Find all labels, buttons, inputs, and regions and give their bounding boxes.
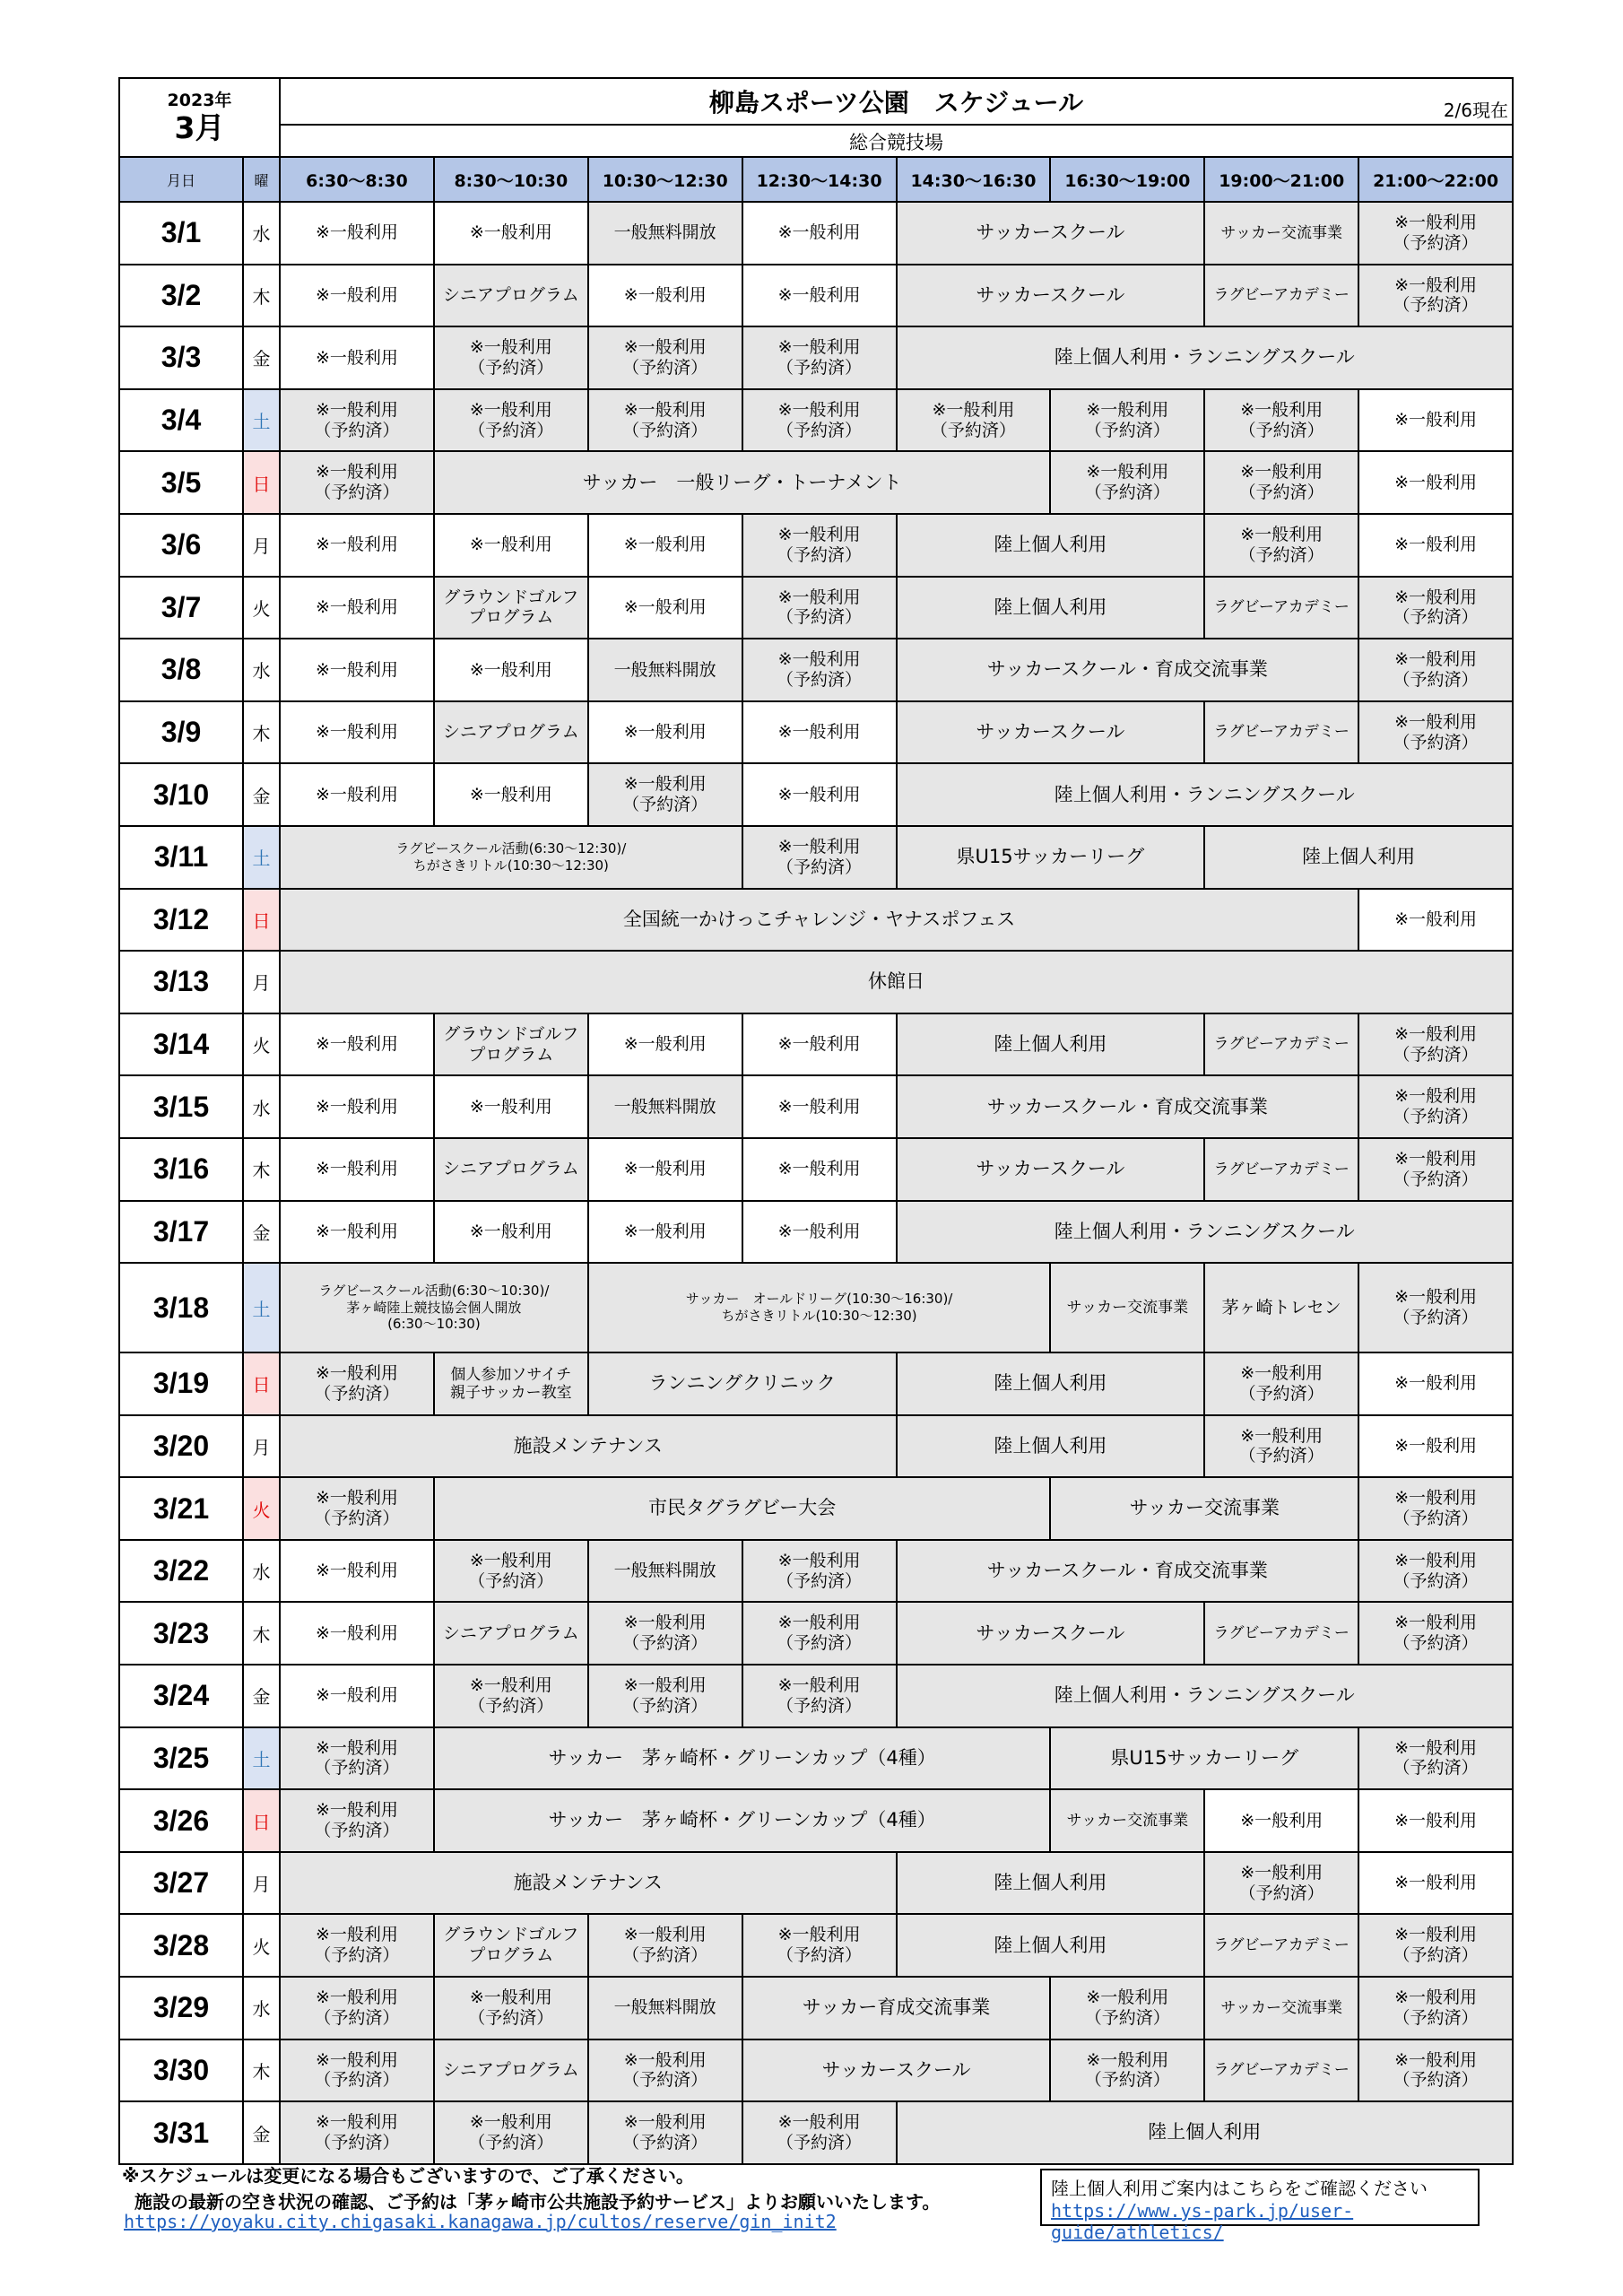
schedule-cell: ※一般利用 — [280, 202, 434, 265]
schedule-cell: ※一般利用 — [1358, 1352, 1513, 1415]
schedule-cell: ※一般利用 （予約済） — [1358, 639, 1513, 701]
schedule-cell: ※一般利用 — [280, 1013, 434, 1076]
weekday-cell: 土 — [243, 826, 280, 889]
table-row — [119, 1789, 1513, 1852]
date-cell: 3/11 — [119, 826, 243, 889]
date-cell: 3/12 — [119, 889, 243, 952]
schedule-cell: ※一般利用 （予約済） — [588, 389, 742, 452]
schedule-cell: 陸上個人利用 — [897, 1415, 1205, 1478]
schedule-cell: ラグビーアカデミー — [1204, 1914, 1358, 1977]
reservation-note: 施設の最新の空き状況の確認、ご予約は「茅ヶ崎市公共施設予約サービス」よりお願いいたします。 — [135, 2191, 941, 2213]
date-cell: 3/5 — [119, 451, 243, 514]
schedule-cell: サッカー交流事業 — [1050, 1477, 1358, 1540]
schedule-cell: 全国統一かけっこチャレンジ・ヤナスポフェス — [280, 889, 1358, 952]
schedule-cell: 市民タグラグビー大会 — [434, 1477, 1051, 1540]
table-row — [119, 1138, 1513, 1201]
table-row — [119, 639, 1513, 701]
schedule-cell: ※一般利用 （予約済） — [434, 1665, 588, 1727]
day-column-header: 曜 — [243, 157, 280, 202]
schedule-cell: ※一般利用 （予約済） — [742, 389, 897, 452]
weekday-cell: 月 — [243, 951, 280, 1013]
schedule-cell: ※一般利用 （予約済） — [1358, 1602, 1513, 1665]
table-row — [119, 1914, 1513, 1977]
schedule-cell: ※一般利用 — [434, 639, 588, 701]
schedule-cell: ランニングクリニック — [588, 1352, 897, 1415]
weekday-cell: 土 — [243, 1727, 280, 1790]
schedule-cell: 陸上個人利用 — [897, 1013, 1205, 1076]
schedule-cell: ラグビーアカデミー — [1204, 1138, 1358, 1201]
schedule-cell: ※一般利用 （予約済） — [742, 2101, 897, 2164]
schedule-cell: 陸上個人利用・ランニングスクール — [897, 1201, 1514, 1264]
date-cell: 3/18 — [119, 1263, 243, 1352]
date-cell: 3/24 — [119, 1665, 243, 1727]
schedule-cell: ※一般利用 （予約済） — [588, 2039, 742, 2102]
schedule-cell: ※一般利用 （予約済） — [1050, 2039, 1204, 2102]
schedule-cell: ※一般利用 （予約済） — [1358, 2039, 1513, 2102]
schedule-cell: グラウンドゴルフ プログラム — [434, 577, 588, 639]
schedule-cell: サッカー交流事業 — [1050, 1263, 1204, 1352]
schedule-cell: ※一般利用 （予約済） — [588, 1602, 742, 1665]
schedule-cell: ※一般利用 — [280, 1075, 434, 1138]
table-row — [119, 265, 1513, 327]
schedule-cell: サッカー育成交流事業 — [742, 1977, 1051, 2039]
schedule-cell: ※一般利用 （予約済） — [1358, 1540, 1513, 1603]
table-row — [119, 1263, 1513, 1352]
schedule-cell: ※一般利用 （予約済） — [1358, 1977, 1513, 2039]
date-cell: 3/25 — [119, 1727, 243, 1790]
schedule-cell: ※一般利用 （予約済） — [1358, 1138, 1513, 1201]
date-cell: 3/13 — [119, 951, 243, 1013]
table-row — [119, 1352, 1513, 1415]
schedule-cell: ※一般利用 （予約済） — [1358, 202, 1513, 265]
schedule-cell: シニアプログラム — [434, 265, 588, 327]
weekday-cell: 火 — [243, 1914, 280, 1977]
schedule-cell: サッカー 茅ヶ崎杯・グリーンカップ（4種） — [434, 1789, 1051, 1852]
date-cell: 3/7 — [119, 577, 243, 639]
schedule-cell: ※一般利用 — [1358, 1852, 1513, 1915]
schedule-cell: ※一般利用 — [588, 1201, 742, 1264]
schedule-cell: ※一般利用 （予約済） — [1358, 701, 1513, 764]
date-cell: 3/28 — [119, 1914, 243, 1977]
schedule-cell: ※一般利用 （予約済） — [742, 326, 897, 389]
table-row — [119, 951, 1513, 1013]
schedule-cell: サッカー交流事業 — [1050, 1789, 1204, 1852]
table-row — [119, 1602, 1513, 1665]
schedule-cell: ※一般利用 — [1358, 889, 1513, 952]
table-row — [119, 389, 1513, 452]
table-row — [119, 826, 1513, 889]
weekday-cell: 木 — [243, 1138, 280, 1201]
schedule-cell: 陸上個人利用 — [897, 577, 1205, 639]
schedule-cell: ラグビーアカデミー — [1204, 1013, 1358, 1076]
table-row — [119, 1852, 1513, 1915]
weekday-cell: 金 — [243, 1665, 280, 1727]
facility-name: 総合競技場 — [280, 125, 1513, 159]
schedule-cell: ※一般利用 （予約済） — [1050, 1977, 1204, 2039]
schedule-cell: ※一般利用 — [1358, 1789, 1513, 1852]
schedule-cell: ラグビーアカデミー — [1204, 1602, 1358, 1665]
schedule-cell: ※一般利用 （予約済） — [1358, 577, 1513, 639]
schedule-cell: ※一般利用 （予約済） — [434, 2101, 588, 2164]
table-row — [119, 889, 1513, 952]
schedule-table — [118, 156, 1514, 2165]
date-cell: 3/3 — [119, 326, 243, 389]
date-cell: 3/4 — [119, 389, 243, 452]
schedule-cell: ※一般利用 （予約済） — [742, 514, 897, 577]
weekday-cell: 木 — [243, 1602, 280, 1665]
date-cell: 3/2 — [119, 265, 243, 327]
weekday-cell: 日 — [243, 1789, 280, 1852]
date-cell: 3/21 — [119, 1477, 243, 1540]
athletics-info-link[interactable]: https://www.ys-park.jp/user-guide/athletics/ — [1051, 2200, 1354, 2243]
weekday-cell: 木 — [243, 701, 280, 764]
schedule-cell: ※一般利用 — [434, 1201, 588, 1264]
schedule-cell: ※一般利用 （予約済） — [280, 1977, 434, 2039]
schedule-cell: 個人参加ソサイチ 親子サッカー教室 — [434, 1352, 588, 1415]
date-column-header: 月日 — [119, 157, 243, 202]
slot-header: 14:30～16:30 — [897, 157, 1051, 202]
weekday-cell: 水 — [243, 1540, 280, 1603]
month-label: 3月 — [174, 109, 225, 145]
schedule-cell: シニアプログラム — [434, 2039, 588, 2102]
schedule-cell: ※一般利用 — [742, 202, 897, 265]
schedule-cell: ※一般利用 （予約済） — [1358, 1914, 1513, 1977]
schedule-cell: ※一般利用 （予約済） — [434, 1977, 588, 2039]
weekday-cell: 金 — [243, 2101, 280, 2164]
schedule-cell: グラウンドゴルフ プログラム — [434, 1013, 588, 1076]
schedule-cell: ※一般利用 — [742, 1075, 897, 1138]
schedule-cell: ※一般利用 （予約済） — [1358, 1477, 1513, 1540]
schedule-cell: ※一般利用 — [588, 577, 742, 639]
weekday-cell: 日 — [243, 451, 280, 514]
date-cell: 3/8 — [119, 639, 243, 701]
schedule-cell: ※一般利用 — [742, 1138, 897, 1201]
schedule-cell: ※一般利用 — [1358, 1415, 1513, 1478]
slot-header: 21:00～22:00 — [1358, 157, 1513, 202]
schedule-cell: サッカー交流事業 — [1204, 202, 1358, 265]
weekday-cell: 月 — [243, 514, 280, 577]
schedule-cell: 一般無料開放 — [588, 202, 742, 265]
schedule-cell: ※一般利用 （予約済） — [742, 1665, 897, 1727]
schedule-cell: ※一般利用 — [1358, 514, 1513, 577]
schedule-cell: 陸上個人利用 — [897, 1914, 1205, 1977]
change-note: ※スケジュールは変更になる場合もございますので、ご了承ください。 — [122, 2165, 694, 2187]
schedule-cell: サッカースクール・育成交流事業 — [897, 1075, 1359, 1138]
schedule-cell: ※一般利用 — [742, 1013, 897, 1076]
schedule-cell: ※一般利用 （予約済） — [280, 1914, 434, 1977]
schedule-cell: ※一般利用 （予約済） — [588, 763, 742, 826]
slot-header: 6:30～8:30 — [280, 157, 434, 202]
table-row — [119, 451, 1513, 514]
date-cell: 3/31 — [119, 2101, 243, 2164]
schedule-cell: ※一般利用 — [588, 1138, 742, 1201]
date-cell: 3/23 — [119, 1602, 243, 1665]
schedule-cell: サッカー 茅ヶ崎杯・グリーンカップ（4種） — [434, 1727, 1051, 1790]
schedule-cell: 施設メンテナンス — [280, 1852, 897, 1915]
schedule-cell: ※一般利用 — [280, 1201, 434, 1264]
date-cell: 3/19 — [119, 1352, 243, 1415]
table-row — [119, 1540, 1513, 1603]
date-cell: 3/22 — [119, 1540, 243, 1603]
schedule-cell: ※一般利用 — [280, 1665, 434, 1727]
weekday-cell: 月 — [243, 1852, 280, 1915]
table-row — [119, 1013, 1513, 1076]
schedule-cell: グラウンドゴルフ プログラム — [434, 1914, 588, 1977]
schedule-cell: ※一般利用 — [742, 763, 897, 826]
athletics-info-text: 陸上個人利用ご案内はこちらをご確認ください — [1051, 2178, 1428, 2199]
schedule-cell: ※一般利用 — [280, 1602, 434, 1665]
table-row — [119, 2039, 1513, 2102]
weekday-cell: 土 — [243, 389, 280, 452]
table-row — [119, 202, 1513, 265]
date-cell: 3/15 — [119, 1075, 243, 1138]
schedule-cell: ※一般利用 （予約済） — [280, 1789, 434, 1852]
schedule-cell: ※一般利用 （予約済） — [434, 1540, 588, 1603]
schedule-cell: ※一般利用 — [434, 1075, 588, 1138]
schedule-cell: ※一般利用 （予約済） — [1204, 1852, 1358, 1915]
schedule-cell: ※一般利用 — [434, 202, 588, 265]
weekday-cell: 金 — [243, 326, 280, 389]
date-cell: 3/1 — [119, 202, 243, 265]
table-row — [119, 1727, 1513, 1790]
schedule-cell: ※一般利用 （予約済） — [1050, 451, 1204, 514]
schedule-cell: ※一般利用 — [742, 265, 897, 327]
page-title: 柳島スポーツ公園 スケジュール — [708, 88, 1084, 117]
date-cell: 3/14 — [119, 1013, 243, 1076]
date-cell: 3/9 — [119, 701, 243, 764]
date-cell: 3/20 — [119, 1415, 243, 1478]
schedule-cell: ※一般利用 — [280, 265, 434, 327]
weekday-cell: 火 — [243, 1477, 280, 1540]
schedule-cell: ※一般利用 — [588, 1013, 742, 1076]
schedule-cell: 休館日 — [280, 951, 1513, 1013]
table-row — [119, 326, 1513, 389]
date-cell: 3/29 — [119, 1977, 243, 2039]
schedule-cell: ※一般利用 （予約済） — [1050, 389, 1204, 452]
weekday-cell: 金 — [243, 763, 280, 826]
title-cell — [280, 78, 1513, 125]
schedule-cell: ※一般利用 — [280, 1138, 434, 1201]
schedule-cell: ※一般利用 — [280, 577, 434, 639]
year-month-cell — [119, 78, 280, 159]
schedule-cell: ※一般利用 （予約済） — [897, 389, 1051, 452]
schedule-cell: ※一般利用 — [588, 265, 742, 327]
slot-header: 10:30～12:30 — [588, 157, 742, 202]
schedule-cell: サッカースクール — [897, 265, 1205, 327]
table-row — [119, 1075, 1513, 1138]
weekday-cell: 日 — [243, 1352, 280, 1415]
schedule-cell: シニアプログラム — [434, 701, 588, 764]
schedule-cell: 陸上個人利用・ランニングスクール — [897, 326, 1514, 389]
date-cell: 3/10 — [119, 763, 243, 826]
schedule-cell: ※一般利用 （予約済） — [434, 389, 588, 452]
table-row — [119, 1415, 1513, 1478]
slot-header: 19:00～21:00 — [1204, 157, 1358, 202]
schedule-cell: ※一般利用 — [280, 1540, 434, 1603]
date-cell: 3/30 — [119, 2039, 243, 2102]
table-row — [119, 1665, 1513, 1727]
schedule-cell: ※一般利用 — [588, 701, 742, 764]
schedule-cell: ※一般利用 （予約済） — [1204, 514, 1358, 577]
slot-header: 12:30～14:30 — [742, 157, 897, 202]
schedule-cell: ※一般利用 — [588, 514, 742, 577]
schedule-cell: ※一般利用 （予約済） — [742, 826, 897, 889]
weekday-cell: 水 — [243, 639, 280, 701]
schedule-cell: サッカースクール・育成交流事業 — [897, 1540, 1359, 1603]
weekday-cell: 土 — [243, 1263, 280, 1352]
schedule-cell: ※一般利用 — [742, 1201, 897, 1264]
schedule-cell: ※一般利用 （予約済） — [280, 2039, 434, 2102]
column-header-row — [119, 157, 1513, 202]
schedule-cell: サッカースクール — [897, 1602, 1205, 1665]
schedule-cell: ※一般利用 （予約済） — [588, 2101, 742, 2164]
schedule-cell: ラグビーアカデミー — [1204, 577, 1358, 639]
table-row — [119, 2101, 1513, 2164]
table-row — [119, 1977, 1513, 2039]
table-row — [119, 577, 1513, 639]
schedule-cell: ※一般利用 — [1358, 389, 1513, 452]
schedule-cell: ※一般利用 — [1204, 1789, 1358, 1852]
schedule-cell: ※一般利用 （予約済） — [588, 1914, 742, 1977]
schedule-cell: 陸上個人利用・ランニングスクール — [897, 1665, 1514, 1727]
date-cell: 3/27 — [119, 1852, 243, 1915]
weekday-cell: 水 — [243, 1075, 280, 1138]
schedule-header — [118, 77, 1514, 160]
schedule-cell: ※一般利用 （予約済） — [280, 2101, 434, 2164]
schedule-cell: サッカー交流事業 — [1204, 1977, 1358, 2039]
schedule-cell: ※一般利用 （予約済） — [1358, 1075, 1513, 1138]
schedule-cell: ※一般利用 （予約済） — [1204, 1352, 1358, 1415]
schedule-cell: 陸上個人利用 — [897, 1852, 1205, 1915]
schedule-cell: 一般無料開放 — [588, 1540, 742, 1603]
schedule-body — [119, 202, 1513, 2164]
date-cell: 3/26 — [119, 1789, 243, 1852]
schedule-cell: ※一般利用 （予約済） — [434, 326, 588, 389]
schedule-cell: ※一般利用 — [280, 514, 434, 577]
schedule-cell: ラグビーアカデミー — [1204, 2039, 1358, 2102]
schedule-cell: 県U15サッカーリーグ — [1050, 1727, 1358, 1790]
weekday-cell: 火 — [243, 1013, 280, 1076]
weekday-cell: 水 — [243, 1977, 280, 2039]
schedule-cell: ラグビースクール活動(6:30～12:30)/ ちがさきリトル(10:30～12:30) — [280, 826, 742, 889]
schedule-cell: ※一般利用 （予約済） — [1358, 1263, 1513, 1352]
table-row — [119, 1477, 1513, 1540]
schedule-cell: ※一般利用 （予約済） — [1358, 265, 1513, 327]
schedule-cell: サッカースクール・育成交流事業 — [897, 639, 1359, 701]
schedule-cell: 一般無料開放 — [588, 1977, 742, 2039]
reservation-link[interactable]: https://yoyaku.city.chigasaki.kanagawa.jp/cultos/reserve/gin_init2 — [124, 2211, 837, 2232]
schedule-cell: ※一般利用 （予約済） — [280, 1352, 434, 1415]
schedule-cell: 茅ヶ崎トレセン — [1204, 1263, 1358, 1352]
table-row — [119, 701, 1513, 764]
schedule-cell: 陸上個人利用・ランニングスクール — [897, 763, 1514, 826]
schedule-cell: 陸上個人利用 — [897, 1352, 1205, 1415]
table-row — [119, 763, 1513, 826]
schedule-cell: サッカースクール — [897, 1138, 1205, 1201]
weekday-cell: 月 — [243, 1415, 280, 1478]
schedule-cell: ※一般利用 （予約済） — [742, 577, 897, 639]
schedule-cell: サッカースクール — [897, 701, 1205, 764]
date-cell: 3/17 — [119, 1201, 243, 1264]
schedule-cell: ※一般利用 （予約済） — [280, 451, 434, 514]
athletics-info-box — [1040, 2169, 1480, 2243]
schedule-cell: ※一般利用 — [280, 701, 434, 764]
schedule-cell: ※一般利用 — [280, 763, 434, 826]
slot-header: 8:30～10:30 — [434, 157, 588, 202]
schedule-cell: ※一般利用 （予約済） — [280, 389, 434, 452]
year-label: 2023年 — [167, 91, 232, 111]
schedule-cell: サッカースクール — [897, 202, 1205, 265]
schedule-cell: 一般無料開放 — [588, 639, 742, 701]
schedule-cell: ※一般利用 （予約済） — [588, 326, 742, 389]
schedule-cell: シニアプログラム — [434, 1138, 588, 1201]
schedule-cell: 陸上個人利用 — [897, 2101, 1514, 2164]
schedule-cell: ※一般利用 （予約済） — [742, 639, 897, 701]
schedule-cell: ※一般利用 （予約済） — [1204, 389, 1358, 452]
weekday-cell: 火 — [243, 577, 280, 639]
schedule-cell: サッカー 一般リーグ・トーナメント — [434, 451, 1051, 514]
date-cell: 3/16 — [119, 1138, 243, 1201]
schedule-cell: ※一般利用 （予約済） — [742, 1914, 897, 1977]
table-row — [119, 514, 1513, 577]
schedule-cell: ※一般利用 （予約済） — [1358, 1013, 1513, 1076]
footer-notes — [122, 2163, 1019, 2215]
schedule-cell: ラグビースクール活動(6:30～10:30)/ 茅ヶ崎陸上競技協会個人開放 (6:30～10:30) — [280, 1263, 588, 1352]
as-of-date: 2/6現在 — [1443, 100, 1508, 121]
table-row — [119, 1201, 1513, 1264]
weekday-cell: 日 — [243, 889, 280, 952]
schedule-cell: ラグビーアカデミー — [1204, 701, 1358, 764]
schedule-cell: ※一般利用 — [434, 514, 588, 577]
slot-header: 16:30～19:00 — [1050, 157, 1204, 202]
schedule-cell: ※一般利用 — [1358, 451, 1513, 514]
schedule-cell: ※一般利用 — [434, 763, 588, 826]
schedule-cell: ※一般利用 （予約済） — [742, 1540, 897, 1603]
schedule-cell: サッカースクール — [742, 2039, 1051, 2102]
schedule-cell: ※一般利用 （予約済） — [280, 1727, 434, 1790]
schedule-cell: ラグビーアカデミー — [1204, 265, 1358, 327]
schedule-cell: ※一般利用 （予約済） — [1358, 1727, 1513, 1790]
schedule-cell: 一般無料開放 — [588, 1075, 742, 1138]
schedule-cell: ※一般利用 （予約済） — [1204, 451, 1358, 514]
schedule-cell: ※一般利用 — [280, 639, 434, 701]
weekday-cell: 金 — [243, 1201, 280, 1264]
weekday-cell: 水 — [243, 202, 280, 265]
schedule-cell: 陸上個人利用 — [1204, 826, 1513, 889]
date-cell: 3/6 — [119, 514, 243, 577]
schedule-cell: シニアプログラム — [434, 1602, 588, 1665]
weekday-cell: 木 — [243, 2039, 280, 2102]
schedule-cell: ※一般利用 （予約済） — [1204, 1415, 1358, 1478]
schedule-cell: サッカー オールドリーグ(10:30～16:30)/ ちがさきリトル(10:30～12:30) — [588, 1263, 1051, 1352]
schedule-cell: 陸上個人利用 — [897, 514, 1205, 577]
schedule-cell: ※一般利用 — [280, 326, 434, 389]
schedule-cell: ※一般利用 （予約済） — [588, 1665, 742, 1727]
schedule-cell: 施設メンテナンス — [280, 1415, 897, 1478]
schedule-cell: ※一般利用 （予約済） — [742, 1602, 897, 1665]
schedule-cell: ※一般利用 — [742, 701, 897, 764]
schedule-cell: 県U15サッカーリーグ — [897, 826, 1205, 889]
weekday-cell: 木 — [243, 265, 280, 327]
schedule-cell: ※一般利用 （予約済） — [280, 1477, 434, 1540]
